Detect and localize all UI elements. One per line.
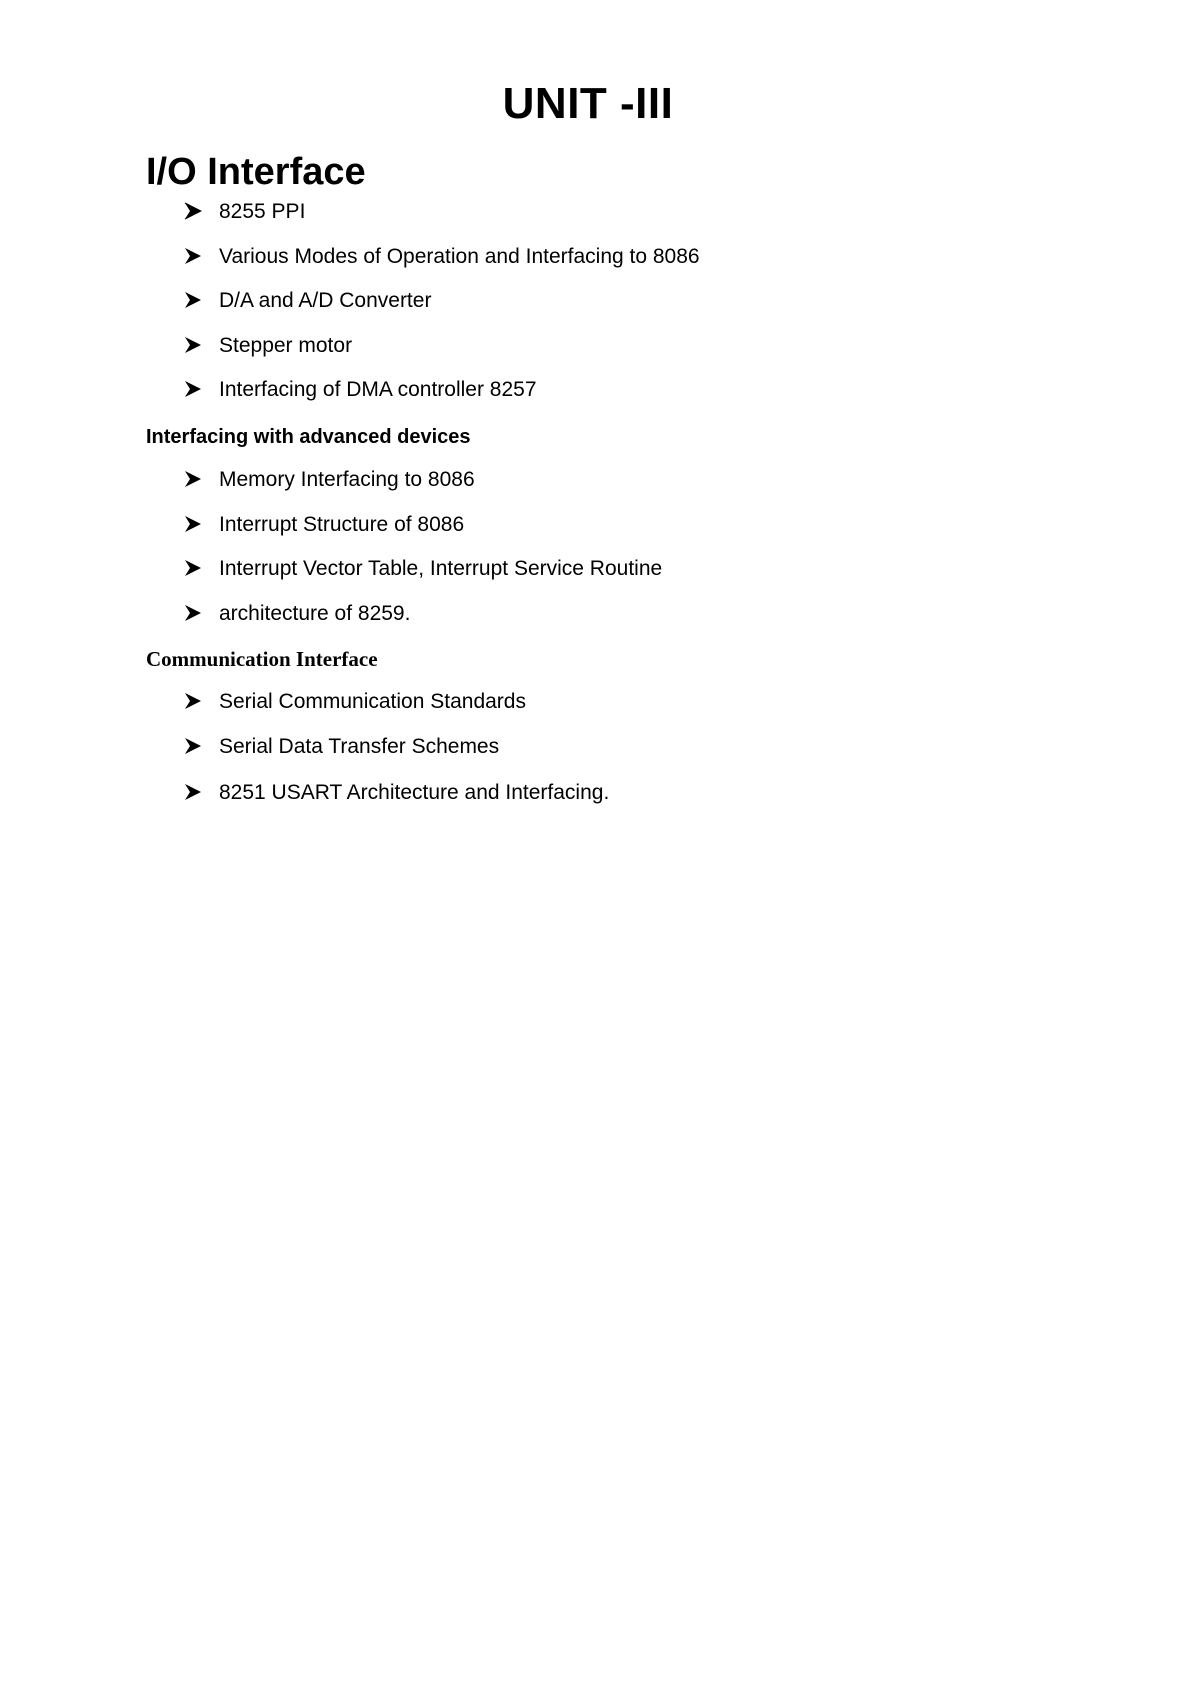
unit-title: UNIT -III xyxy=(502,79,674,128)
arrowhead-bullet-icon xyxy=(184,247,202,265)
list-item-text: D/A and A/D Converter xyxy=(219,289,432,312)
list-item-text: Serial Data Transfer Schemes xyxy=(219,735,500,758)
arrowhead-bullet-icon xyxy=(184,604,202,622)
list-item-text: Interrupt Vector Table, Interrupt Service Routine xyxy=(219,557,663,580)
arrowhead-bullet-icon xyxy=(184,783,202,801)
list-item-text: Interrupt Structure of 8086 xyxy=(219,513,465,536)
list-item-text: Memory Interfacing to 8086 xyxy=(219,468,475,491)
arrowhead-bullet-icon xyxy=(184,336,202,354)
list-item-text: Interfacing of DMA controller 8257 xyxy=(219,378,537,401)
list-item-text: architecture of 8259. xyxy=(219,602,411,625)
list-item-text: Various Modes of Operation and Interfacing to 8086 xyxy=(219,245,700,268)
arrowhead-bullet-icon xyxy=(184,470,202,488)
list-item-text: Stepper motor xyxy=(219,334,353,357)
list-item-text: Serial Communication Standards xyxy=(219,690,526,713)
section-heading-communication-interface: Communication Interface xyxy=(146,647,378,671)
list-item-text: 8251 USART Architecture and Interfacing. xyxy=(219,781,610,804)
arrowhead-bullet-icon xyxy=(184,291,202,309)
list-item-text: 8255 PPI xyxy=(219,200,306,223)
arrowhead-bullet-icon xyxy=(184,380,202,398)
section-heading-io-interface: I/O Interface xyxy=(146,151,366,193)
arrowhead-bullet-icon xyxy=(184,692,202,710)
arrowhead-bullet-icon xyxy=(184,515,202,533)
arrowhead-bullet-icon xyxy=(184,559,202,577)
section-heading-advanced-devices: Interfacing with advanced devices xyxy=(146,426,471,448)
arrowhead-bullet-icon xyxy=(184,202,202,220)
arrowhead-bullet-icon xyxy=(184,737,202,755)
